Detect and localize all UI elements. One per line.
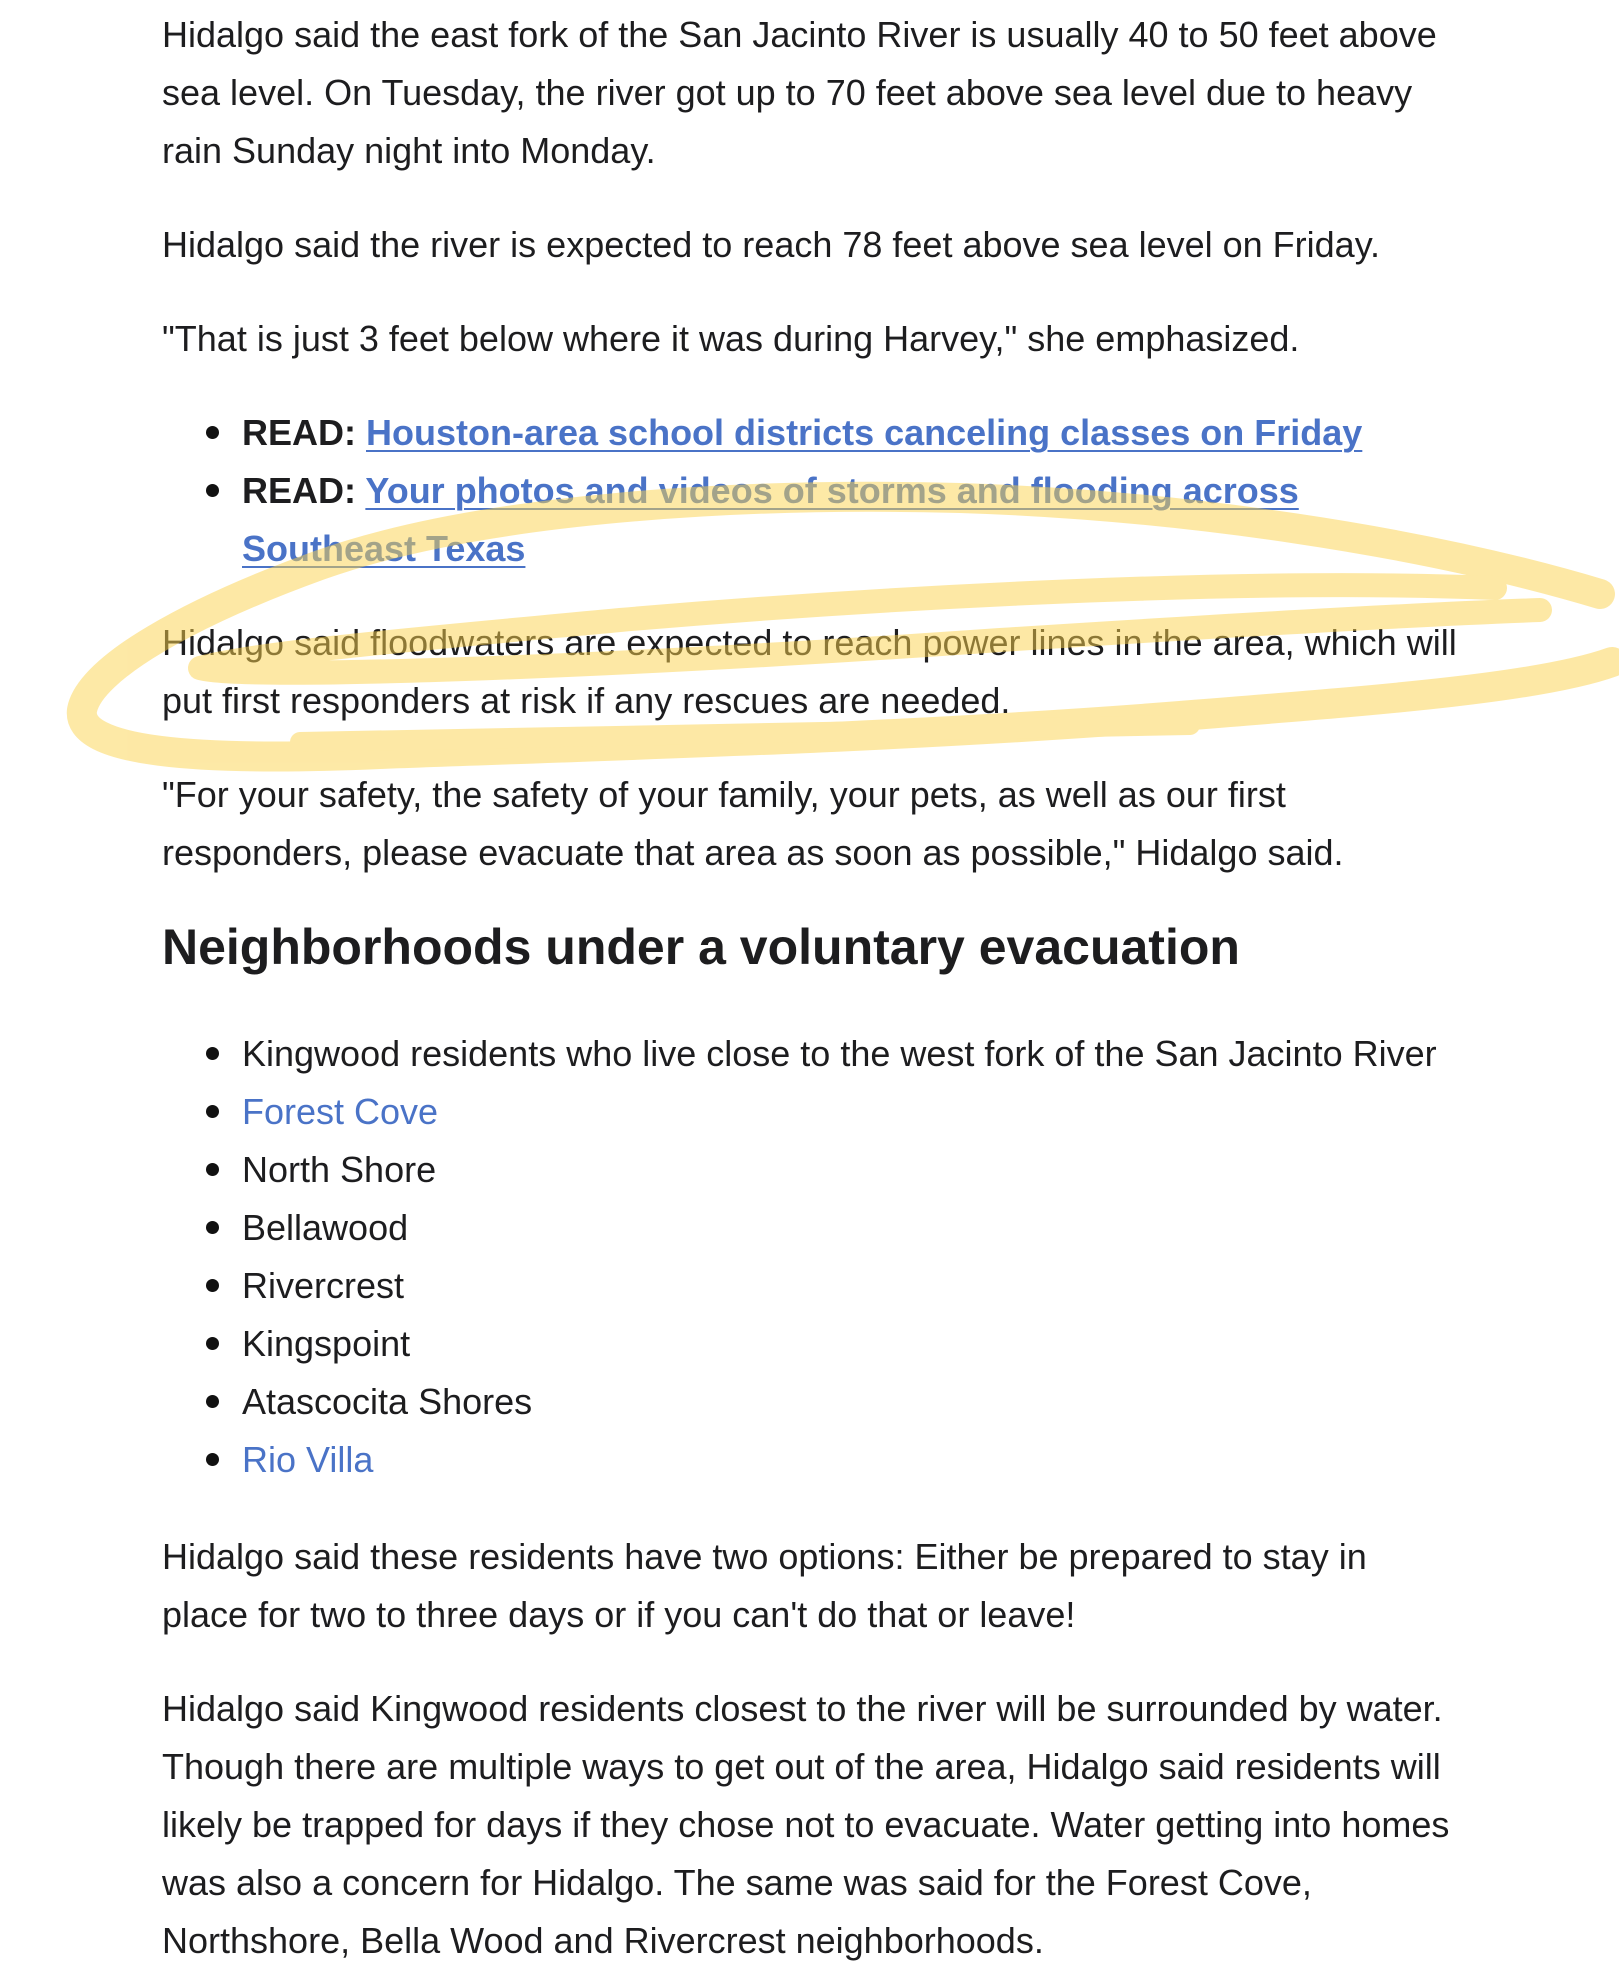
list-item [162,1373,1462,1431]
list-item [162,404,1462,462]
paragraph-evacuate-quote: "For your safety, the safety of your family, your pets, as well as our first responders, please evacuate that area as soon as possible," Hidalgo said. [162,774,1344,873]
list-item [162,1083,1462,1141]
neighborhood-rivercrest: Rivercrest [242,1265,405,1306]
neighborhood-north-shore: North Shore [242,1149,437,1190]
bullet-icon [206,426,219,439]
bullet-icon [206,1047,219,1060]
bullet-icon [206,1395,219,1408]
paragraph-power-lines: Hidalgo said floodwaters are expected to reach power lines in the area, which will put first responders at risk if any rescues are needed. [162,622,1457,721]
neighborhood-kingwood: Kingwood residents who live close to the west fork of the San Jacinto River [242,1033,1437,1074]
paragraph-harvey-quote: "That is just 3 feet below where it was during Harvey," she emphasized. [162,318,1300,359]
list-item [162,1257,1462,1315]
neighborhood-atascocita-shores: Atascocita Shores [242,1381,533,1422]
bullet-icon [206,1453,219,1466]
section-heading: Neighborhoods under a voluntary evacuation [162,919,1240,975]
neighborhood-bellawood: Bellawood [242,1207,409,1248]
bullet-icon [206,1337,219,1350]
bullet-icon [206,1221,219,1234]
link-forest-cove[interactable]: Forest Cove [242,1091,439,1132]
list-item [162,1199,1462,1257]
read-links-list [162,404,1462,578]
bullet-icon [206,1279,219,1292]
read-prefix: READ: [242,412,366,453]
paragraph-river-levels: Hidalgo said the east fork of the San Jacinto River is usually 40 to 50 feet above sea level. On Tuesday, the river got up to 70 feet above sea level due to heavy rain Sunday night into Monday. [162,14,1437,171]
link-rio-villa[interactable]: Rio Villa [242,1439,374,1480]
list-item [162,1141,1462,1199]
link-storm-photos[interactable]: Your photos and videos of storms and flooding across Southeast Texas [242,470,1299,569]
paragraph-friday-forecast: Hidalgo said the river is expected to reach 78 feet above sea level on Friday. [162,224,1381,265]
list-item [162,1315,1462,1373]
bullet-icon [206,1163,219,1176]
paragraph-kingwood-trapped: Hidalgo said Kingwood residents closest to the river will be surrounded by water. Though there are multiple ways to get out of the area, Hidalgo said residents will likely be trapped for days if they chose not to evacuate. Water getting into homes was also a concern for Hidalgo. The same was said for the Forest Cove, Northshore, Bella Wood and Rivercrest neighborhoods. [162,1688,1450,1961]
list-item [162,462,1462,578]
list-item [162,1431,1462,1489]
link-school-closures[interactable]: Houston-area school districts canceling classes on Friday [366,412,1363,453]
paragraph-two-options: Hidalgo said these residents have two options: Either be prepared to stay in place for two to three days or if you can't do that or leave! [162,1536,1367,1635]
read-prefix: READ: [242,470,366,511]
bullet-icon [206,484,219,497]
bullet-icon [206,1105,219,1118]
neighborhood-list [162,1025,1462,1489]
list-item [162,1025,1462,1083]
neighborhood-kingspoint: Kingspoint [242,1323,411,1364]
